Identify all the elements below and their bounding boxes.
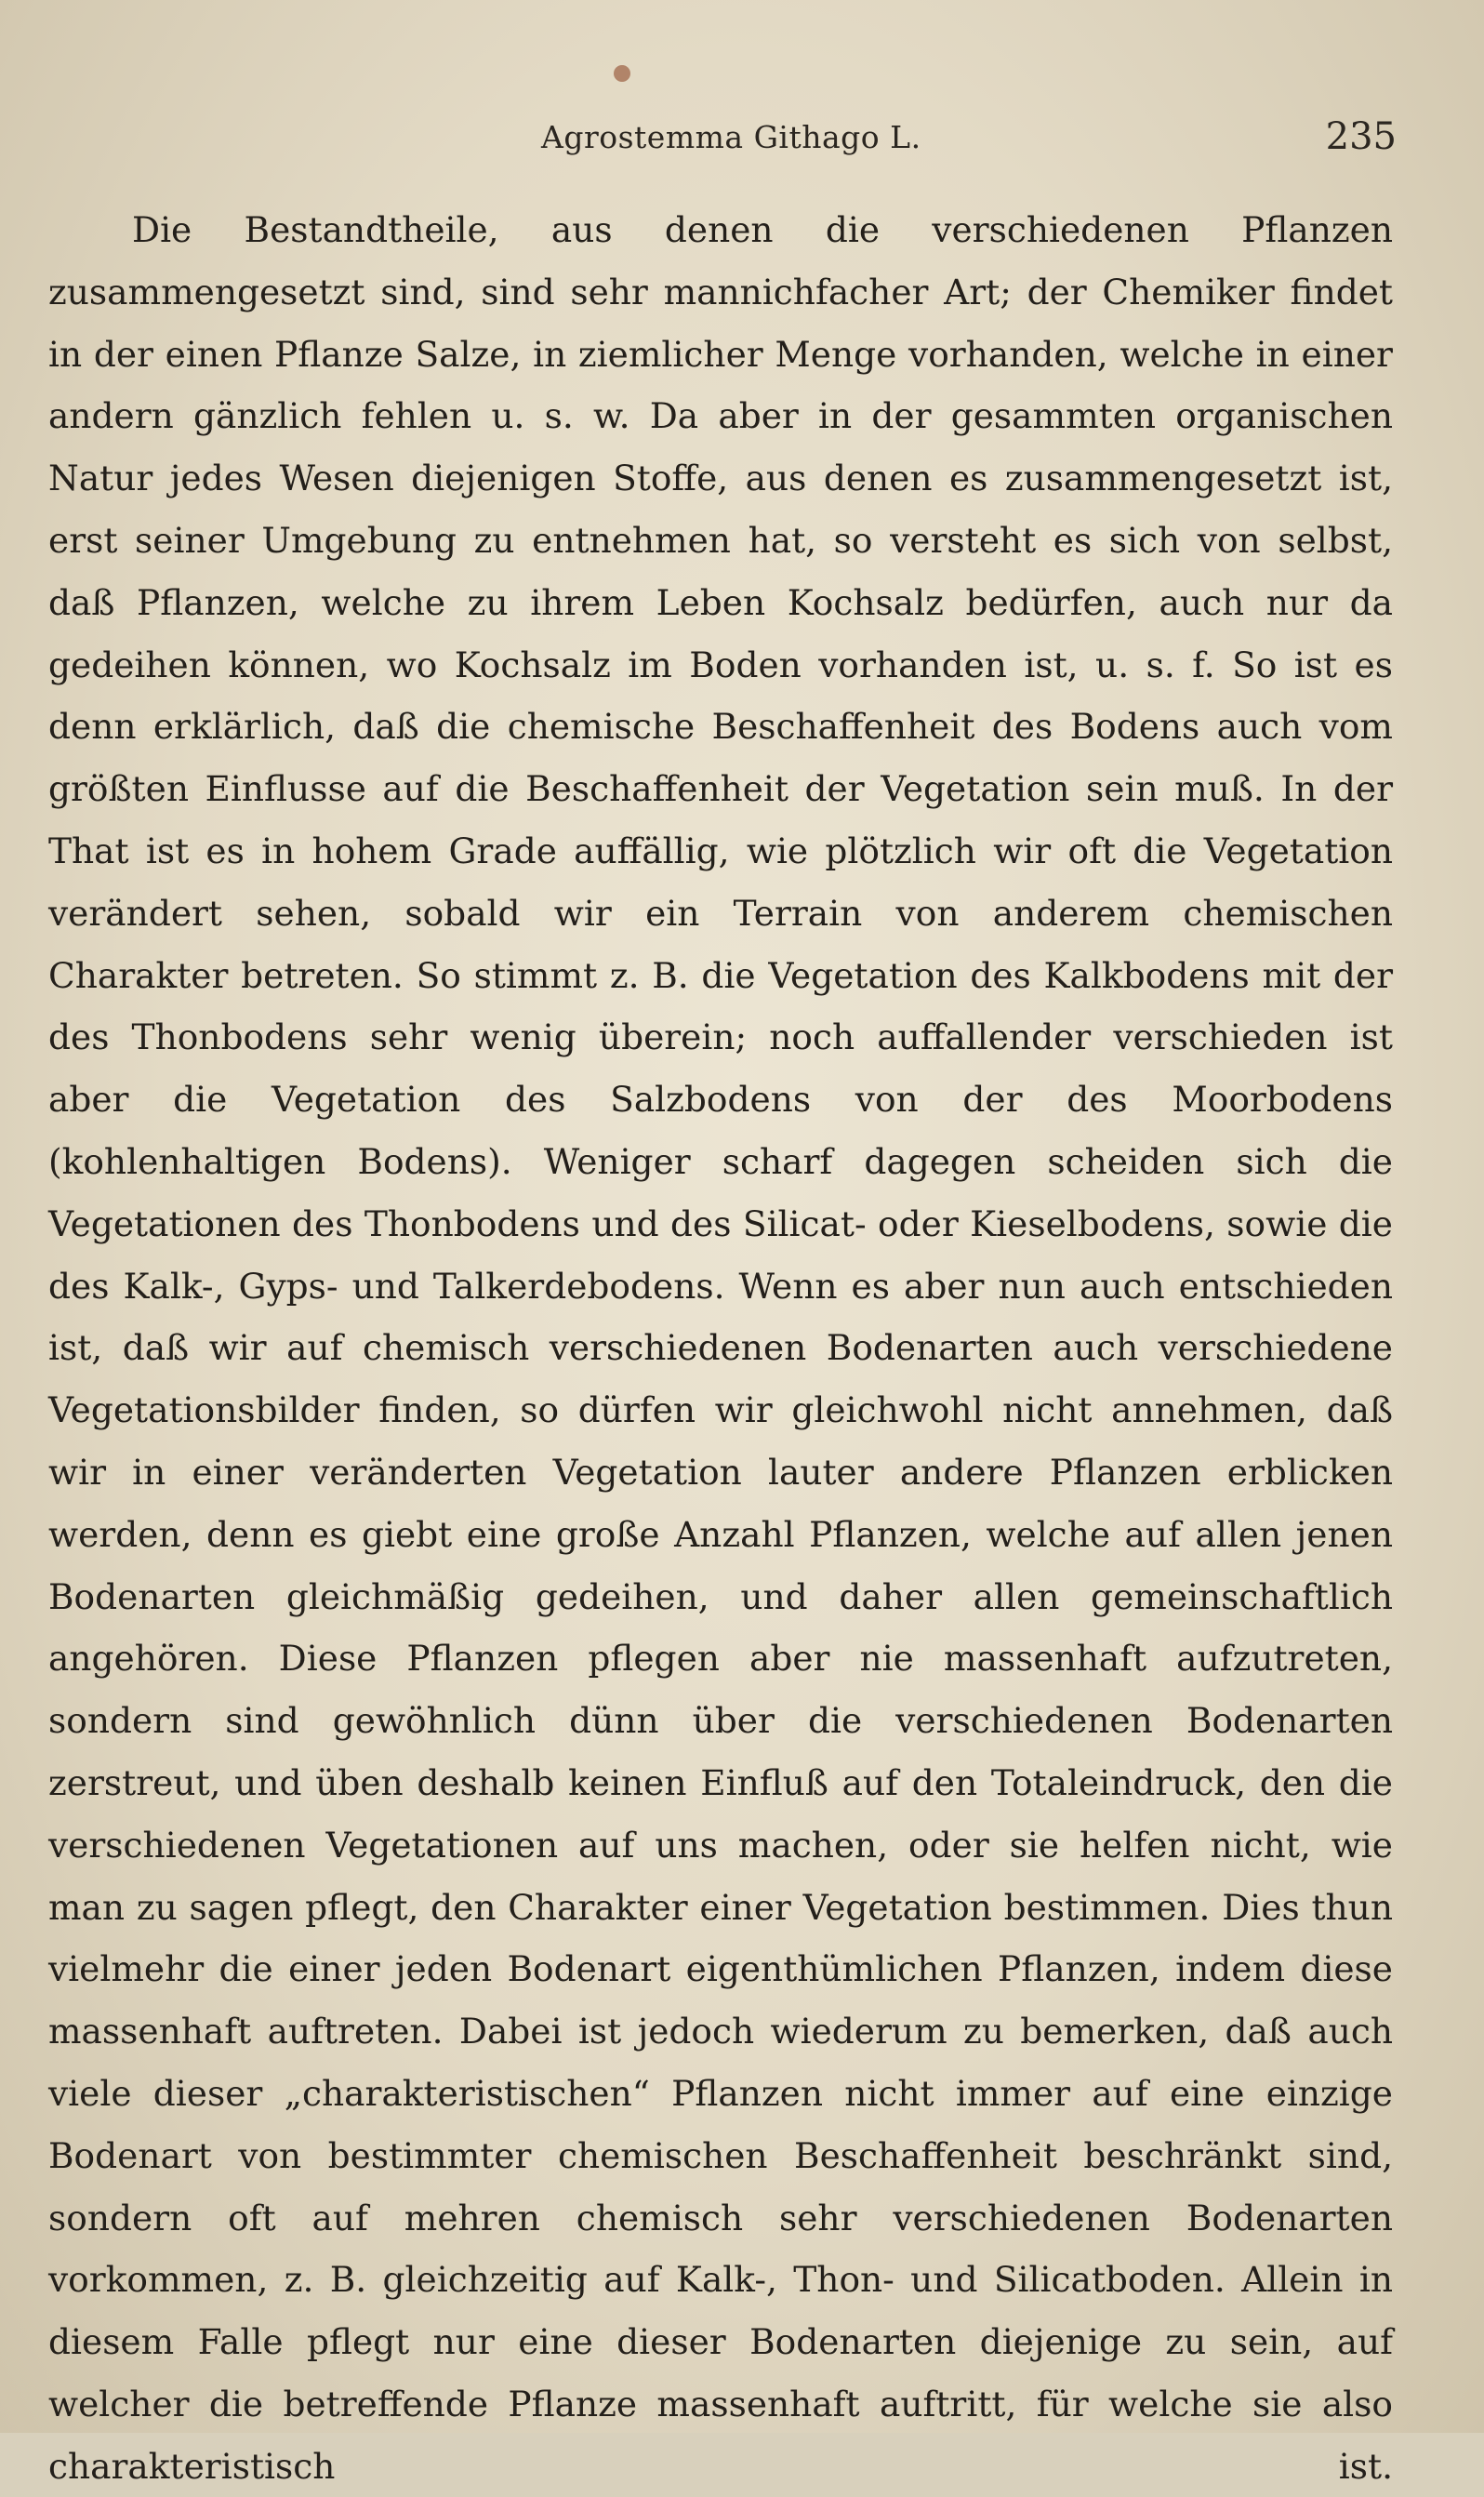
page-number: 235 [1325, 115, 1397, 158]
ink-stain [614, 65, 630, 82]
body-paragraph: Die Bestandtheile, aus denen die verschiedenen Pflanzen zusammengesetzt sind, sind sehr mannichfacher Art; der Chemiker findet in der einen Pflanze Salze, in ziemlicher Menge vorhanden, welche in einer andern gänzlich fehlen u. s. w. Da aber in der gesammten organischen Natur jedes Wesen diejenigen Stoffe, aus denen es zusammengesetzt ist, erst seiner Umgebung zu entnehmen hat, so versteht es sich von selbst, daß Pflanzen, welche zu ihrem Leben Kochsalz bedürfen, auch nur da gedeihen können, wo Kochsalz im Boden vorhanden ist, u. s. f. So ist es denn erklärlich, daß die chemische Beschaffenheit des Bodens auch vom größten Einflusse auf die Beschaffenheit der Vegetation sein muß. In der That ist es in hohem Grade auffällig, wie plötzlich wir oft die Vegetation verändert sehen, sobald wir ein Terrain von anderem chemischen Charakter betreten. So stimmt z. B. die Vegetation des Kalkbodens mit der des Thonbodens sehr wenig überein; noch auffallender verschieden ist aber die Vegetation des Salzbodens von der des Moorbodens (kohlenhaltigen Bodens). Weniger scharf dagegen scheiden sich die Vegetationen des Thonbodens und des Silicat- oder Kieselbodens, sowie die des Kalk-, Gyps- und Talkerdebodens. Wenn es aber nun auch entschieden ist, daß wir auf chemisch verschiedenen Bodenarten auch verschiedene Vegetationsbilder finden, so dürfen wir gleichwohl nicht annehmen, daß wir in einer veränderten Vegetation lauter andere Pflanzen erblicken werden, denn es giebt eine große Anzahl Pflanzen, welche auf allen jenen Bodenarten gleichmäßig gedeihen, und daher allen gemeinschaftlich angehören. Diese Pflanzen pflegen aber nie massenhaft aufzutreten, sondern sind gewöhnlich dünn über die verschiedenen Bodenarten zerstreut, und üben deshalb keinen Einfluß auf den Totaleindruck, den die verschiedenen Vegetationen auf uns machen, oder sie helfen nicht, wie man zu sagen pflegt, den Charakter einer Vegetation bestimmen. Dies thun vielmehr die einer jeden Bodenart eigenthümlichen Pflanzen, indem diese massenhaft auftreten. Dabei ist jedoch wiederum zu bemerken, daß auch viele dieser „charakteristischen“ Pflanzen nicht immer auf eine einzige Bodenart von bestimmter chemischen Beschaffenheit beschränkt sind, sondern oft auf mehren chemisch sehr verschiedenen Bodenarten vorkommen, z. B. gleichzeitig auf Kalk-, Thon- und Silicatboden. Allein in diesem Falle pflegt nur eine dieser Bodenarten diejenige zu sein, auf welcher die betreffende Pflanze massenhaft auftritt, für welche sie also charakteristisch ist. [48, 209, 1393, 2487]
running-title: Agrostemma Githago L. [541, 119, 921, 155]
running-head [48, 115, 1397, 166]
